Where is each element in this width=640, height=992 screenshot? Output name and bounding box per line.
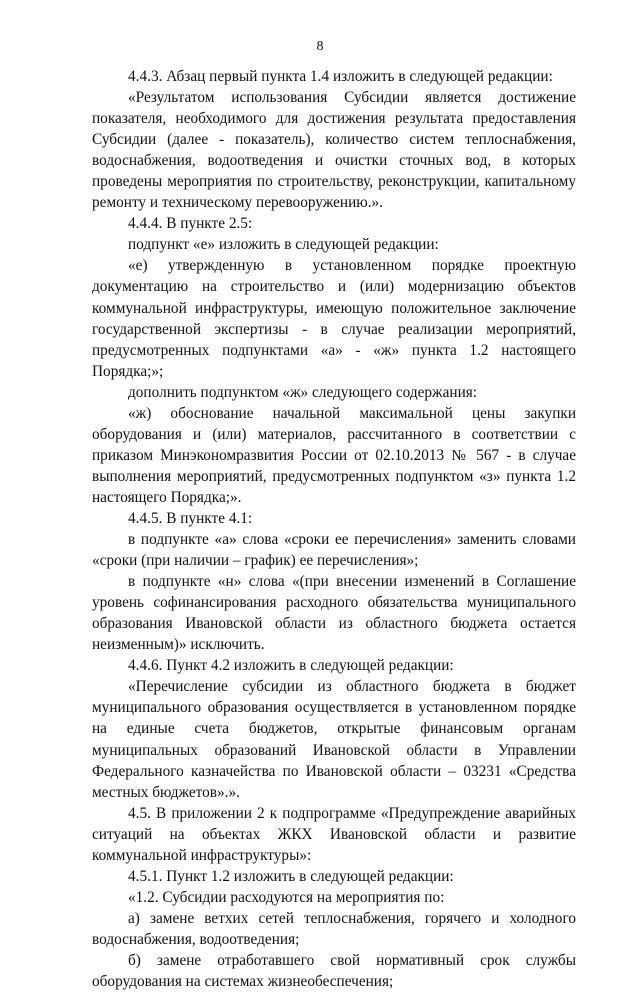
text-line: 4.4.3. Абзац первый пункта 1.4 изложить в следующей редакции:: [128, 68, 553, 85]
text-line: 4.4.4. В пункте 2.5:: [128, 215, 253, 233]
text-line: муниципальных образований Ивановской области в Управлении: [92, 741, 576, 759]
text-line: Федерального казначейства по Ивановской области – 03231 «Средства: [92, 762, 576, 780]
text-line: водоснабжения, водоотведения и очистки сточных вод, в которых: [92, 152, 576, 170]
text-line: «Перечисление субсидии из областного бюджета в бюджет: [128, 678, 576, 696]
document-body: [92, 66, 576, 992]
text-line: в подпункте «а» слова «сроки ее перечисления» заменить словами: [128, 531, 576, 549]
text-line: муниципального образования осуществляется в установленном порядке: [92, 699, 576, 717]
text-line: ситуаций на объектах ЖКХ Ивановской области и развитие: [92, 825, 576, 843]
text-line: дополнить подпунктом «ж» следующего содержания:: [128, 383, 478, 401]
text-line: выполнения мероприятий, предусмотренных подпунктом «з» пункта 1.2: [92, 467, 576, 485]
text-line: уровень софинансирования расходного обязательства муниципального: [92, 594, 576, 612]
text-line: приказом Минэкономразвития России от 02.10.2013 № 567 - в случае: [92, 446, 576, 464]
text-line: документацию на строительство и (или) модернизацию объектов: [92, 278, 576, 296]
text-line: подпункт «е» изложить в следующей редакции:: [128, 236, 439, 254]
text-line: на единые счета бюджетов, открытые финансовым органам: [92, 720, 576, 738]
text-line: Порядка;»;: [92, 362, 164, 380]
text-line: местных бюджетов».».: [92, 783, 240, 801]
text-line: а) замене ветхих сетей теплоснабжения, горячего и холодного: [128, 909, 576, 927]
text-line: «е) утвержденную в установленном порядке проектную: [128, 257, 576, 275]
text-line: оборудования и (или) материалов, рассчитанного в соответствии с: [92, 425, 576, 443]
text-line: предусмотренных подпунктами «а» - «ж» пункта 1.2 настоящего: [92, 341, 576, 359]
text-line: показателя, необходимого для достижения результата предоставления: [92, 110, 576, 128]
text-line: водоснабжения, водоотведения;: [92, 930, 300, 948]
text-line: 4.5.1. Пункт 1.2 изложить в следующей редакции:: [128, 867, 454, 885]
text-line: «ж) обоснование начальной максимальной цены закупки: [128, 404, 576, 422]
text-line: Субсидии (далее - показатель), количество систем теплоснабжения,: [92, 131, 576, 149]
text-line: неизменным)» исключить.: [92, 636, 265, 654]
text-line: 4.4.6. Пункт 4.2 изложить в следующей редакции:: [128, 657, 454, 675]
text-line: «1.2. Субсидии расходуются на мероприятия по:: [128, 888, 445, 906]
text-line: б) замене отработавшего свой нормативный срок службы: [128, 951, 576, 969]
text-line: «Результатом использования Субсидии является достижение: [128, 89, 576, 107]
text-line: в подпункте «н» слова «(при внесении изменений в Соглашение: [128, 573, 576, 591]
text-line: 4.5. В приложении 2 к подпрограмме «Предупреждение аварийных: [128, 804, 576, 822]
text-line: ремонту и техническому перевооружению.».: [92, 194, 384, 212]
text-line: 4.4.5. В пункте 4.1:: [128, 509, 253, 527]
page-number: 8: [316, 39, 324, 54]
text-line: настоящего Порядка;».: [92, 488, 242, 506]
text-line: образования Ивановской области из областного бюджета остается: [92, 615, 576, 633]
text-line: государственной экспертизы - в случае реализации мероприятий,: [92, 320, 576, 338]
text-line: коммунальной инфраструктуры»:: [92, 846, 312, 864]
text-line: проведены мероприятия по строительству, реконструкции, капитальному: [92, 173, 576, 191]
text-line: оборудования на системах жизнеобеспечения;: [92, 973, 394, 991]
text-line: «сроки (при наличии – график) ее перечисления»;: [92, 552, 419, 570]
text-line: коммунальной инфраструктуры, имеющую положительное заключение: [92, 299, 576, 317]
